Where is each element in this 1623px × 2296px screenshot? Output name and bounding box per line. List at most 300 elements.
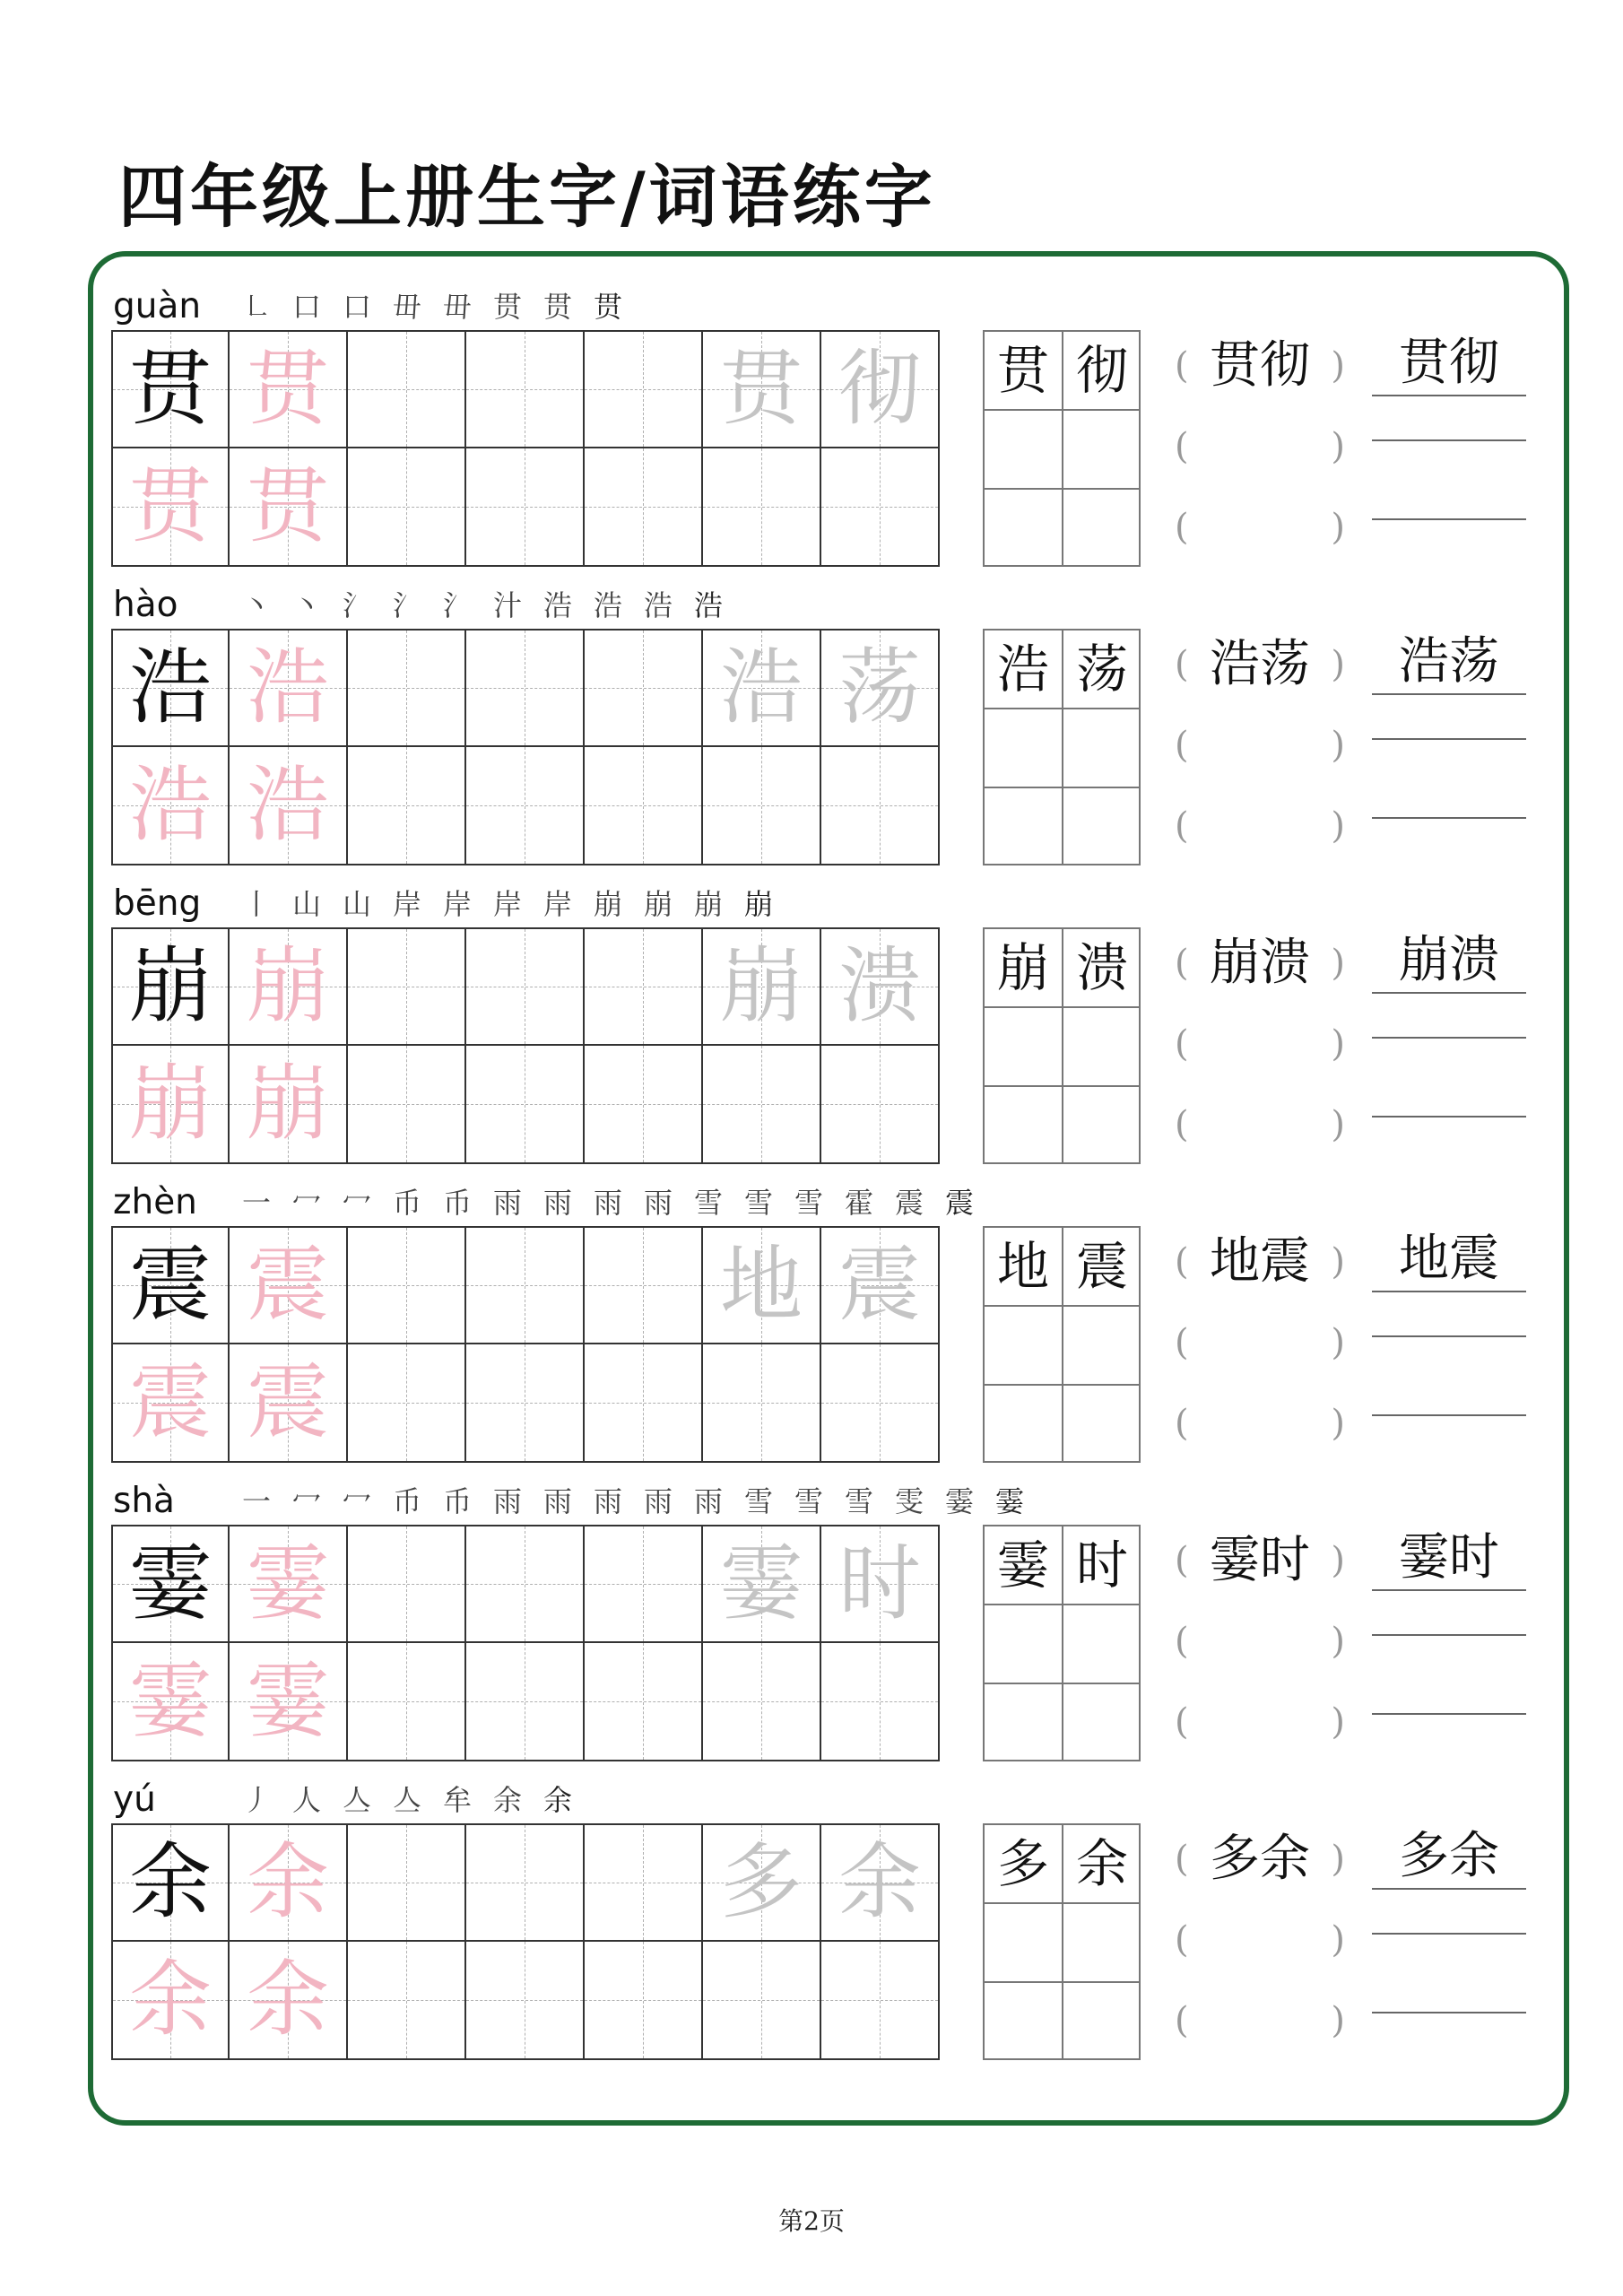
practice-cell[interactable] [348,448,466,567]
trace-word-char: 时 [838,1535,921,1631]
blank-underline[interactable] [1372,1318,1526,1337]
empty-paren-blank[interactable] [1175,1913,1345,1967]
practice-cell[interactable] [703,330,821,448]
close-paren: ) [1331,2000,1345,2041]
practice-cell[interactable] [111,1046,230,1164]
practice-cell[interactable] [111,330,230,448]
practice-cell[interactable] [703,448,821,567]
close-paren: ) [1331,1241,1345,1283]
empty-paren-blank[interactable] [1175,1017,1345,1071]
parenthesized-word [1175,1232,1345,1291]
model-character: 崩 [128,938,212,1034]
stroke-step: 冖 [291,1186,321,1220]
empty-paren-blank[interactable] [1175,1994,1345,2048]
stroke-step: 雨 [492,1186,522,1220]
stroke-step: 震 [944,1186,974,1220]
paren-word-char: 贯 [1210,336,1260,395]
practice-cell[interactable] [585,1046,703,1164]
open-paren: ( [1175,1241,1189,1283]
underline-word-char: 多 [1399,1827,1449,1885]
parenthesized-word [1175,336,1345,395]
trace-word-char: 贯 [719,341,803,437]
stroke-step: 余 [492,1783,522,1817]
empty-paren-blank[interactable] [1175,420,1345,474]
empty-paren-blank[interactable] [1175,799,1345,853]
open-paren: ( [1175,644,1189,685]
practice-grid [111,1525,940,1761]
grid-divider [985,1902,1139,1904]
open-paren: ( [1175,1322,1189,1363]
stroke-step: 雪 [794,1484,823,1518]
grid-divider [985,1981,1139,1983]
word-grid-box[interactable] [983,330,1141,567]
stroke-step: 毌 [392,290,421,324]
practice-cell[interactable] [585,747,703,865]
character-entry [0,1480,1623,1779]
practice-cell[interactable] [703,747,821,865]
trace-word-char: 崩 [719,938,803,1034]
close-paren: ) [1331,725,1345,766]
practice-cell[interactable] [348,1525,466,1643]
practice-grid [111,1226,940,1463]
paren-word-char: 时 [1260,1531,1310,1589]
practice-cell[interactable] [111,629,230,747]
practice-cell[interactable] [585,330,703,448]
blank-underline[interactable] [1372,422,1526,441]
empty-paren-blank[interactable] [1175,1695,1345,1749]
practice-cell[interactable] [466,1344,585,1463]
trace-character: 浩 [246,639,329,735]
stroke-step: 浩 [643,588,673,622]
word-char: 霎 [996,1535,1049,1596]
trace-word-char: 余 [838,1834,921,1930]
practice-cell[interactable] [348,1643,466,1761]
practice-cell[interactable] [585,1823,703,1942]
parenthesized-word [1175,1832,1345,1886]
trace-word-char: 震 [838,1237,921,1333]
stroke-step: 冖 [342,1186,371,1220]
practice-cell[interactable] [703,927,821,1046]
stroke-step: 亼 [342,1783,371,1817]
stroke-step: 贯 [542,290,572,324]
grid-divider [985,1006,1139,1008]
underlined-word [1372,1526,1526,1591]
stroke-step: 雪 [743,1484,773,1518]
practice-cell[interactable] [111,1942,230,2060]
stroke-step: 雨 [542,1186,572,1220]
practice-cell[interactable] [230,1046,348,1164]
stroke-step: 震 [894,1186,924,1220]
paren-word-char: 地 [1210,1232,1260,1291]
stroke-step: 币 [442,1186,472,1220]
stroke-step: 丨 [241,887,271,921]
open-paren: ( [1175,1919,1189,1961]
word-char: 震 [1075,1236,1128,1297]
close-paren: ) [1331,1701,1345,1743]
stroke-step: 浩 [593,588,622,622]
close-paren: ) [1331,1621,1345,1662]
stroke-order [231,1181,985,1224]
practice-cell[interactable] [703,629,821,747]
grid-divider [985,787,1139,788]
practice-cell[interactable] [348,747,466,865]
character-entry [0,1779,1623,2077]
practice-cell[interactable] [703,1226,821,1344]
word-char: 彻 [1075,340,1128,401]
pinyin-label: hào [113,585,178,625]
practice-cell[interactable] [585,927,703,1046]
word-grid-box[interactable] [983,1823,1141,2060]
stroke-step: 雪 [844,1484,873,1518]
close-paren: ) [1331,1023,1345,1065]
trace-character: 浩 [128,757,212,853]
blank-underline[interactable] [1372,1019,1526,1039]
practice-grid [111,629,940,865]
underline-word-char: 浩 [1399,632,1449,691]
paren-word-char: 浩 [1210,635,1260,693]
stroke-step: 汁 [492,588,522,622]
character-entry [0,285,1623,584]
stroke-step: 口 [291,290,321,324]
practice-cell[interactable] [466,1942,585,2060]
practice-cell[interactable] [466,629,585,747]
stroke-step: 口 [342,290,371,324]
trace-character: 震 [246,1237,329,1333]
trace-character: 震 [246,1354,329,1450]
blank-underline[interactable] [1372,1695,1526,1715]
practice-cell[interactable] [111,747,230,865]
open-paren: ( [1175,1403,1189,1444]
stroke-step: 币 [442,1484,472,1518]
practice-cell[interactable] [703,1942,821,2060]
practice-cell[interactable] [821,330,940,448]
word-grid-box[interactable] [983,1226,1141,1463]
practice-cell[interactable] [703,1525,821,1643]
practice-cell[interactable] [230,1942,348,2060]
practice-cell[interactable] [348,1344,466,1463]
practice-cell[interactable] [585,1525,703,1643]
stroke-step: 岸 [492,887,522,921]
word-grid-box[interactable] [983,629,1141,865]
underlined-word [1372,332,1526,396]
underline-word-char: 余 [1449,1827,1499,1885]
close-paren: ) [1331,1839,1345,1880]
word-char: 崩 [996,937,1049,998]
blank-underline[interactable] [1372,1994,1526,2013]
trace-character: 浩 [246,757,329,853]
word-char: 溃 [1075,937,1128,998]
practice-cell[interactable] [466,1226,585,1344]
close-paren: ) [1331,345,1345,387]
trace-word-char: 溃 [838,938,921,1034]
practice-cell[interactable] [821,1525,940,1643]
stroke-step: 丶 [291,588,321,622]
practice-cell[interactable] [466,1046,585,1164]
underlined-word [1372,929,1526,994]
close-paren: ) [1331,1104,1345,1145]
pinyin-label: yú [113,1779,156,1820]
underline-word-char: 荡 [1449,632,1499,691]
practice-cell[interactable] [230,747,348,865]
practice-cell[interactable] [821,927,940,1046]
practice-cell[interactable] [821,1344,940,1463]
blank-underline[interactable] [1372,1616,1526,1636]
underline-word-char: 霎 [1399,1528,1449,1587]
stroke-step: 岸 [442,887,472,921]
blank-underline[interactable] [1372,1915,1526,1935]
open-paren: ( [1175,2000,1189,2041]
stroke-order [231,285,633,328]
paren-word-char: 荡 [1260,635,1310,693]
stroke-step: 一 [241,1186,271,1220]
stroke-step: 雨 [492,1484,522,1518]
character-entry [0,584,1623,883]
trace-word-char: 彻 [838,341,921,437]
practice-cell[interactable] [348,1823,466,1942]
empty-paren-blank[interactable] [1175,500,1345,554]
stroke-step: 币 [392,1484,421,1518]
practice-cell[interactable] [466,1525,585,1643]
practice-cell[interactable] [585,629,703,747]
stroke-step: 雪 [743,1186,773,1220]
stroke-step: 雨 [542,1484,572,1518]
stroke-step: 币 [392,1186,421,1220]
open-paren: ( [1175,1621,1189,1662]
practice-cell[interactable] [348,1046,466,1164]
stroke-step: 雪 [794,1186,823,1220]
practice-cell[interactable] [348,1226,466,1344]
trace-word-char: 浩 [719,639,803,735]
stroke-step: 丿 [241,1783,271,1817]
practice-cell[interactable] [230,448,348,567]
practice-cell[interactable] [230,1226,348,1344]
paren-word-char: 霎 [1210,1531,1260,1589]
practice-cell[interactable] [821,747,940,865]
practice-cell[interactable] [111,448,230,567]
practice-cell[interactable] [821,1046,940,1164]
practice-cell[interactable] [821,448,940,567]
practice-cell[interactable] [703,1344,821,1463]
practice-cell[interactable] [821,1823,940,1942]
empty-paren-blank[interactable] [1175,1098,1345,1152]
model-character: 浩 [128,639,212,735]
stroke-step: 氵 [342,588,371,622]
stroke-step: 霍 [844,1186,873,1220]
grid-divider [985,1085,1139,1087]
underlined-word [1372,1825,1526,1890]
practice-cell[interactable] [585,1226,703,1344]
practice-cell[interactable] [111,1823,230,1942]
stroke-order [231,584,733,627]
open-paren: ( [1175,345,1189,387]
practice-cell[interactable] [348,1942,466,2060]
underline-word-char: 崩 [1399,931,1449,989]
stroke-step: 雯 [894,1484,924,1518]
underlined-word [1372,631,1526,695]
practice-cell[interactable] [585,448,703,567]
practice-cell[interactable] [703,1046,821,1164]
practice-cell[interactable] [111,927,230,1046]
empty-paren-blank[interactable] [1175,1396,1345,1450]
trace-word-char: 荡 [838,639,921,735]
stroke-step: 山 [291,887,321,921]
blank-underline[interactable] [1372,1098,1526,1118]
practice-cell[interactable] [230,1344,348,1463]
stroke-step: 崩 [593,887,622,921]
stroke-step: 冖 [291,1484,321,1518]
practice-grid [111,1823,940,2060]
practice-cell[interactable] [821,1643,940,1761]
paren-word-char: 余 [1260,1830,1310,1888]
practice-cell[interactable] [703,1823,821,1942]
open-paren: ( [1175,426,1189,467]
trace-character: 崩 [246,1056,329,1152]
stroke-step: 丶 [241,588,271,622]
stroke-step: 崩 [743,887,773,921]
stroke-step: 雨 [593,1484,622,1518]
practice-cell[interactable] [111,1226,230,1344]
word-grid-box[interactable] [983,1525,1141,1761]
stroke-step: 霎 [944,1484,974,1518]
practice-cell[interactable] [585,1942,703,2060]
parenthesized-word [1175,936,1345,990]
practice-cell[interactable] [466,448,585,567]
close-paren: ) [1331,1322,1345,1363]
underline-word-char: 震 [1449,1230,1499,1288]
grid-divider [985,708,1139,709]
stroke-order [231,1779,583,1822]
practice-cell[interactable] [230,629,348,747]
underline-word-char: 贯 [1399,334,1449,392]
trace-character: 震 [128,1354,212,1450]
grid-divider [985,409,1139,411]
close-paren: ) [1331,507,1345,548]
practice-cell[interactable] [466,330,585,448]
stroke-step: 雪 [693,1186,723,1220]
stroke-step: ㇗ [241,290,271,324]
practice-cell[interactable] [348,927,466,1046]
practice-cell[interactable] [585,1344,703,1463]
stroke-step: 氵 [392,588,421,622]
practice-cell[interactable] [466,927,585,1046]
practice-cell[interactable] [230,927,348,1046]
stroke-step: 浩 [693,588,723,622]
page-title: 四年级上册生字/词语练字 [118,157,936,237]
blank-underline[interactable] [1372,500,1526,520]
stroke-step: 崩 [693,887,723,921]
grid-divider [985,1384,1139,1386]
open-paren: ( [1175,1839,1189,1880]
stroke-step: 雨 [593,1186,622,1220]
page-number: 第2页 [778,2206,845,2236]
stroke-step: 牟 [442,1783,472,1817]
grid-divider [985,1683,1139,1684]
practice-cell[interactable] [585,1643,703,1761]
open-paren: ( [1175,805,1189,847]
stroke-step: 浩 [542,588,572,622]
underline-word-char: 彻 [1449,334,1499,392]
stroke-step: 毌 [442,290,472,324]
stroke-step: 一 [241,1484,271,1518]
pinyin-label: zhèn [113,1182,197,1222]
stroke-step: 氵 [442,588,472,622]
character-entry [0,883,1623,1181]
practice-cell[interactable] [230,1643,348,1761]
blank-underline[interactable] [1372,1396,1526,1416]
close-paren: ) [1331,644,1345,685]
word-grid-box[interactable] [983,927,1141,1164]
stroke-step: 岸 [542,887,572,921]
empty-paren-blank[interactable] [1175,1614,1345,1668]
practice-cell[interactable] [230,1525,348,1643]
empty-paren-blank[interactable] [1175,1316,1345,1370]
underline-word-char: 时 [1449,1528,1499,1587]
trace-word-char: 多 [719,1834,803,1930]
blank-underline[interactable] [1372,799,1526,819]
blank-underline[interactable] [1372,720,1526,740]
stroke-step: 岸 [392,887,421,921]
practice-cell[interactable] [230,1823,348,1942]
stroke-step: 冖 [342,1484,371,1518]
open-paren: ( [1175,725,1189,766]
close-paren: ) [1331,426,1345,467]
practice-cell[interactable] [111,1525,230,1643]
practice-cell[interactable] [111,1643,230,1761]
practice-grid [111,927,940,1164]
practice-cell[interactable] [821,629,940,747]
practice-cell[interactable] [111,1344,230,1463]
word-char: 贯 [996,340,1049,401]
stroke-step: 人 [291,1783,321,1817]
model-character: 贯 [128,341,212,437]
paren-word-char: 震 [1260,1232,1310,1291]
practice-cell[interactable] [466,747,585,865]
stroke-step: 亼 [392,1783,421,1817]
parenthesized-word [1175,1531,1345,1589]
trace-character: 余 [128,1952,212,2048]
stroke-step: 崩 [643,887,673,921]
underline-word-char: 地 [1399,1230,1449,1288]
practice-grid [111,330,940,567]
practice-cell[interactable] [821,1226,940,1344]
word-char: 浩 [996,639,1049,700]
practice-cell[interactable] [821,1942,940,2060]
practice-cell[interactable] [348,629,466,747]
close-paren: ) [1331,943,1345,984]
close-paren: ) [1331,1919,1345,1961]
word-char: 时 [1075,1535,1128,1596]
practice-cell[interactable] [348,330,466,448]
trace-character: 贯 [246,458,329,554]
stroke-order [231,883,784,926]
model-character: 震 [128,1237,212,1333]
grid-divider [985,1305,1139,1307]
practice-cell[interactable] [466,1643,585,1761]
empty-paren-blank[interactable] [1175,718,1345,772]
practice-cell[interactable] [703,1643,821,1761]
stroke-order [231,1480,1035,1523]
paren-word-char: 多 [1210,1830,1260,1888]
practice-cell[interactable] [230,330,348,448]
underline-word-char: 溃 [1449,931,1499,989]
grid-divider [985,488,1139,490]
close-paren: ) [1331,805,1345,847]
word-char: 多 [996,1833,1049,1894]
model-character: 余 [128,1834,212,1930]
practice-cell[interactable] [466,1823,585,1942]
word-char: 荡 [1075,639,1128,700]
open-paren: ( [1175,1023,1189,1065]
